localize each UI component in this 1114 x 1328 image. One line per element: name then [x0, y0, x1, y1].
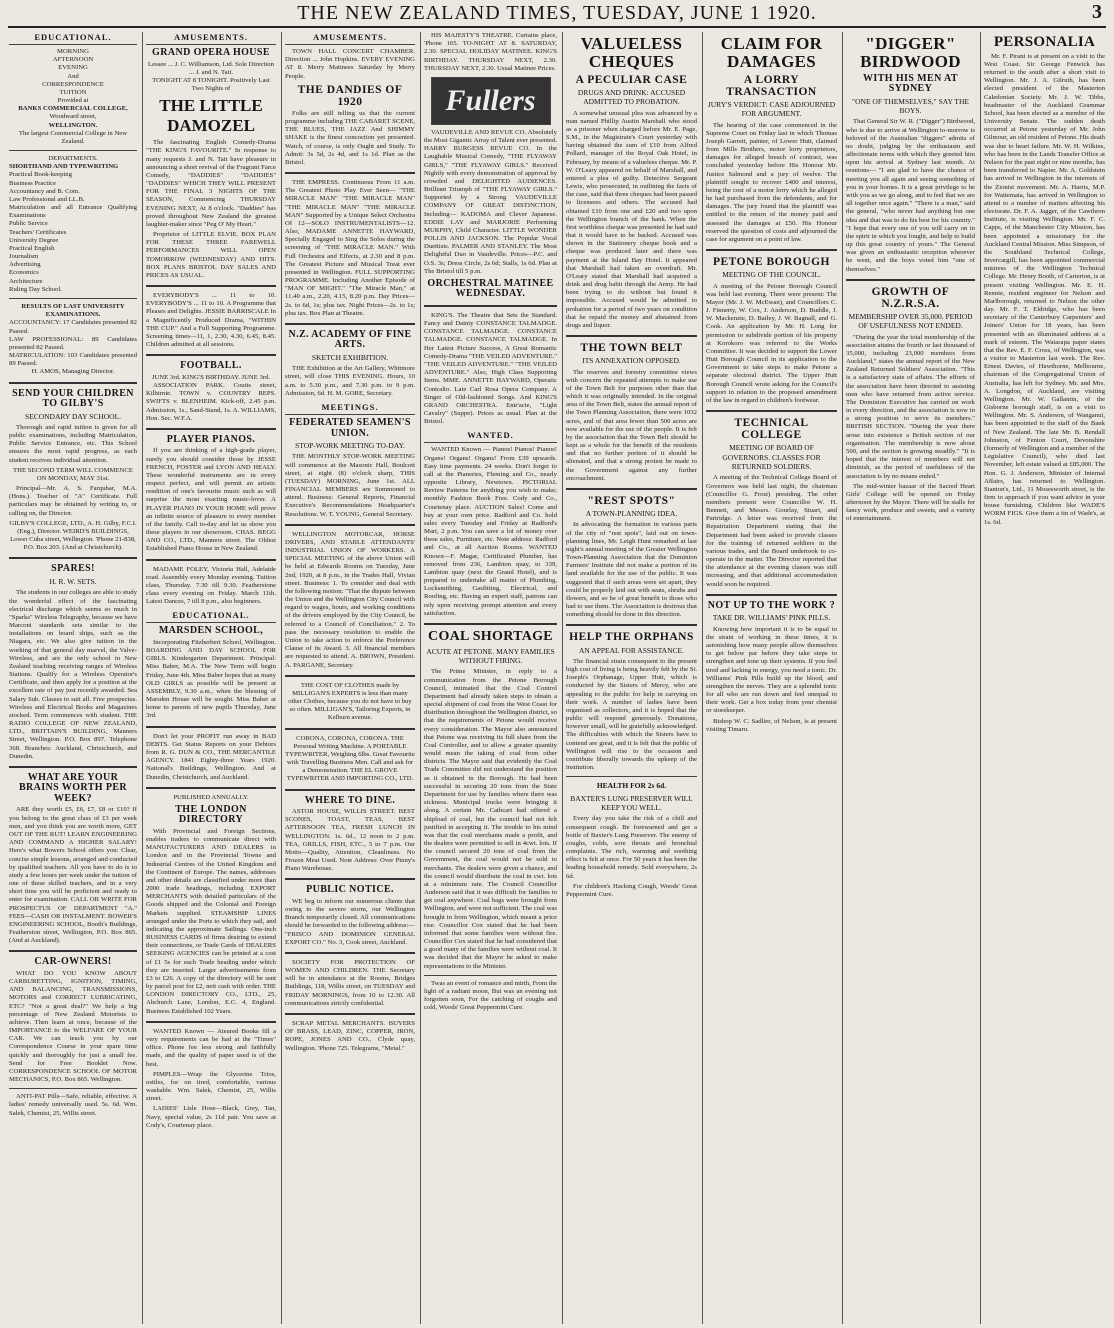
banks-line: And [67, 72, 79, 80]
dun-ad: Don't let your PROFIT run away in BAD DEBTS. Get Status Reports on your Debtors from R. G. DUN & CO., THE MERCANTILE AGENCY. 1841 Eighty-three Years 1920. National's Buildings, Wellington. And at Dunedin, Christchurch, and Auckland. [146, 732, 276, 781]
rest-spots-body: In advocating the formation in various parts of the city of "rest spots", laid out on town-planning lines, Mr. Leigh Hunt remarked at last night's annual meeting of the Greater Wellington Town-Planning Association that the Dominion Farmers' Institute did not make a portion of its land available for the use of the public. It was suggested that if such areas were set apart, they could be properly laid out with seats, shrubs and flowers, and so be of great benefit to those who had to use them. The Association is desirous that something should be done in this direction. [566, 521, 697, 619]
academy-headline: N.Z. ACADEMY OF FINE ARTS. [288, 328, 412, 351]
department-item: University Degree [9, 236, 59, 244]
peppermint-verse: Twas an event of romance and mirth, From the light of a radiant moon, But was an evening not forgotten soon, For the catching of coughs and cold, Woods' Great Peppermint Cure. [424, 979, 557, 1012]
gilby-subhead: SECONDARY DAY SCHOOL. [24, 411, 122, 421]
opera-dates: TONIGHT AT 8 TONIGHT. Positively Last Two Nights of [152, 76, 270, 93]
column-amusements-1 [142, 32, 279, 1324]
nzrsa-body: "During the year the total membership of the association attains the fourth or last thousand of 35,000, including 23,000 members from Auckland," states the annual report of the New Zealand Returned Soldiers' Association. "This is a satisfactory state of affairs. The efforts of the association have been directed to assisting men who have returned from active service. The Dominion Executive has carried on work in every direction, and the association is now in a strong position to serve its members." BRITISH SECTION. "During the year there arose into existence a British section of our organisation. The membership is now about 500, and the section is growing steadily." "It is hoped that the interest of members will not diminish, as the period of usefulness of the association is by no means ended." [846, 333, 975, 480]
coal-shortage-body: The Prime Minister, in reply to a communication from the Petone Borough Council, intimated that the Coal Control Department had already taken steps to obtain a special shipment of coal from the West Coast for distribution throughout the Wellington district, so that the requirements of Petone would receive every consideration. The Mayor also announced that Petone was receiving its full share from the Coal Controller, and to allow a greater quantity would mean the taking of coal from other districts. The Mayor said that evidently the Coal Trade Committee did not understand the position as it obtained in the Borough. He had been successful in securing 20 tons from the State Department for use by families where there was sickness. Municipal trucks were bringing it along. A certain Mr. Cathcart had offered a shipload of coal, but the council had not felt justified in accepting it. The trouble to his mind was that the coal merchants made a profit, and the dealers were permitted to sell in 4cwt. lots. If the council secured 20 tons of coal from the Government, the coal would not be sold to merchants. The dealers were given a chance, and the council would distribute the coal in cwt. lots at a minimum rate. The Council Councillor Anderson said that it was difficult for families to get coal anywhere. Coal bags were brought from Wellington, and were not sufficient. The coal was brought in from Wellington, which meant a price rise. Councillor Cox stated that he had been informed that some families were without fire. Councillor Cox stated that he had considered that a good many of the families were without coal. It was decided that the Mayor be asked to make representations to the Minister. [424, 668, 557, 970]
petone-borough-dek: MEETING OF THE COUNCIL. [722, 270, 821, 280]
orphans-headline: HELP THE ORPHANS [569, 631, 694, 644]
department-item: Teachers' Certificates [9, 228, 67, 236]
orphans-body: The financial strain consequent to the present high cost of living is being heavily felt by the St. Joseph's Orphanage, Upper Hutt, which is conducted by the Sisters of Mercy, who are appealing to the public for help in carrying on their work. A number of ladies have been organised as collectors, and it is hoped that the public will respond generously. Donations, however small, will be gratefully acknowledged. The difficulties with which the Sisters have to contend are great, and it is felt that the public of Wellington will rise to the occasion and contribute liberally towards the upkeep of the institution. [566, 657, 697, 772]
opera-cast: Proprietor of LITTLE ELVIE. BOX PLAN FOR THESE THREE FAREWELL PERFORMANCES WILL OPEN TOMORROW (WEDNESDAY) AND HITS. BOX PLANS BRISTOL DAY SALES AND PRICES AS USUAL. [146, 231, 276, 279]
newspaper-title: THE NEW ZEALAND TIMES, TUESDAY, JUNE 1 1920. [297, 2, 817, 24]
column-news-3 [842, 32, 978, 1324]
department-item: Matriculation and all Entrance Qualifying Examinations [9, 204, 137, 220]
column-news-2 [702, 32, 840, 1324]
his-majestys-ad: HIS MAJESTY'S THEATRE. Curtains place, 'Phone 165. TO-NIGHT AT 8. SATURDAY, 2.30. SPECIAL HOLIDAY MATINEE. KING'S BIRTHDAY. THURSDAY NEXT, 2.30. THURSDAY NEXT, 2.30. Usual Matinee Prices. [424, 32, 557, 72]
column-personalia [980, 32, 1108, 1324]
corona-ad: CORONA, CORONA, CORONA. THE Personal Writing Machine. A PORTABLE TYPEWRITER, Weighing 6lbs. Great Favourite with Travelling Business Men. Call and ask for a Demonstration. THE EL GROVE TYPEWRITER AND IMPORTING CO., LTD. [285, 734, 415, 783]
department-item: Advertising [9, 261, 41, 269]
technical-college-dek: MEETING OF BOARD OF GOVERNORS. CLASSES FOR RETURNED SOLDIERS. [722, 443, 821, 472]
town-belt-headline: THE TOWN BELT [580, 342, 683, 355]
empress-ad: THE EMPRESS. Continuous From 11 a.m. The Greatest Photo Play Ever Seen— "THE MIRACLE MAN" "THE MIRACLE MAN" "THE MIRACLE MAN" "THE MIRACLE MAN" Supported by a Unique Select Orchestra Of 12—SOLO INSTRUMENTALISTS—12. Also, MADAME ANNETTE HAYWARD, Specially Engaged to Sing the Solos during the screening of "THE MIRACLE MAN." With Full Orchestra and Effects, at 2.30 and 8 p.m. The Greatest Picture and Musical Treat ever presented in Wellington. FULL SUPPORTING PROGRAMME. Including Another Episode of "MAN OF MIGHT." "The Miracle Man," at 11.40 a.m., 2.20, 4.15, 8.20 p.m. Day Prices—2s. to 6d, 1s; plus tax. Night Prices—2s. to 1s; plus tax. Box Plan at Theatre. [285, 179, 415, 317]
banks-line: The largest Commercial College in New Zealand. [18, 129, 128, 145]
damozel-title: THE LITTLE DAMOZEL [159, 96, 263, 136]
banks-college-ad [9, 48, 137, 146]
departments-heading: DEPARTMENTS. [48, 155, 98, 163]
pianos-headline: PLAYER PIANOS. [166, 433, 256, 445]
results-heading: RESULTS OF LAST UNIVERSITY EXAMINATIONS. [21, 302, 125, 319]
column-amusements-2 [281, 32, 418, 1324]
birdwood-body: That General Sir W. R. ("Digger") Birdwood, who is due to arrive at Wellington to-morrow is beloved of the Australian "diggers" admits of no doubt, judging by the enthusiasm and affectionate terms with which they greeted him upon his arrival at Sydney last month. At reunions— "I am glad to have the chance of meeting you all again and seeing something of you in your homes. It is a great privilege to be with you as we go along, and to feel that we are all together once again." "There is a man," said the general, "who never had anything but one idea and that was to do his best for his country." "I hope that every one of you will carry on in the spirit in which you fought, and help to build up this great country of yours." The General was given an enthusiastic reception wherever he went, and the boys voted him "one of themselves." [846, 118, 975, 273]
football-date: JUNE 3rd. KING'S BIRTHDAY. JUNE 3rd. [151, 373, 271, 381]
gilby-body: Thorough and rapid tuition is given for all public examinations, including Matriculation, Public Service Entrance, etc. This School ensures the most rapid progress, as each student receives individual attention. [9, 423, 137, 464]
technical-college-headline: TECHNICAL COLLEGE [734, 417, 809, 442]
not-up-to-work-headline: NOT UP TO THE WORK ? [707, 599, 836, 611]
department-item: Law Professional and LL.B. [9, 195, 85, 203]
london-directory-headline: THE LONDON DIRECTORY [175, 803, 247, 826]
london-directory-body: With Provincial and Foreign Sections, enables traders to communicate direct with MANUFACTURERS AND DEALERS in London and in the Provincial Towns and Industrial Centres of the United Kingdom and the Continent of Europe. The names, addresses and other details are classified under more than 2000 trade headings, including EXPORT MERCHANTS with detailed particulars of the Goods shipped and the Colonial and Foreign Markets supplied. STEAMSHIP LINES arranged under the Ports to which they sail, and indicating the approximate Sailings. One-inch BUSINESS CARDS of firms desiring to extend their connections, or Trade Cards of DEALERS SEEKING AGENCIES can be printed at a cost of £1 5s for each Trade heading under which they are inserted. Larger advertisements from £3 to £26. A copy of the directory will be sent by parcel post for £2, nett cash with order. THE LONDON DIRECTORY CO., LTD., 25, Abchurch Lane, London, E.C. 4, England. Business Established 102 Years. [146, 827, 276, 1015]
technical-college-body: A meeting of the Technical College Board of Governors was held last night, the chairman (Councillor G. Frost) presiding. The other members present were Councillor W. H. Bennett, and Messrs. Gourlay, Stuart, and Partridge. A letter was received from the Repatriation Department stating that the Department had been asked to provide classes for the training of returned soldiers in the various trades, and the Board undertook to co-operate in the matter. The Director reported that the attendance at the evening classes was still increasing, and that additional accommodation would soon be required. [706, 474, 837, 588]
damozel-body: The fascinating English Comedy-Drama "THE KING'S FAVOURITE." In response to many requests J. and N. Tait have pleasure in announcing a short revival of the Fragrant Farce Comedy, "DADDIES" "DADDIES" "DADDIES" WHICH THEY WILL PRESENT FOR THE FINAL 3 NIGHTS OF THE SEASON, Commencing THURSDAY EVENING NEXT, At 8 o'clock. "Daddies" has proved throughout New Zealand the greatest laughter-maker since "Peg O' My Heart." [146, 139, 276, 228]
nzrsa-dek: MEMBERSHIP OVER 35,000. PERIOD OF USEFULNESS NOT ENDED. [848, 311, 973, 331]
gilby-principal: Principal—Mr. A. S. Farquhar, M.A. (Hons.). Teacher of "A" Certificate. Full particulars may be obtained by writing to, or calling on, the Director. [9, 485, 137, 517]
brains-body: ARE they worth £5, £6, £7, £8 or £10? If you belong to the great class of £3 per week men, and you think you are worth more, GET OUT OF THE RUT! LEARN ENGINEERING AND COMMAND A HIGHER SALARY! Here's what Bowers School offers you: Clear, concise simple lessons, arranged and conducted by qualified teachers. All you have to do is to study a few hours per week under the tuition of one of these skilled teachers, and in a very short time you will be proficient and ready to enter for examination. CALL OR WRITE FOR PROSPECTUS OF DEPARTMENT "A." FEES—CASH OR INSTALMENT. BOWER'S ENGINEERING SCHOOL, Booth's Buildings, Featherston street, Wellington, P.O. Box 865. (And at Auckland). [9, 806, 137, 945]
marsden-headline: MARSDEN SCHOOL, [158, 625, 264, 637]
department-item: Ruling Day School. [9, 285, 62, 293]
valueless-cheques-dek: DRUGS AND DRINK: ACCUSED ADMITTED TO PROBATION. [577, 87, 686, 107]
result-line: ACCOUNTANCY: 17 Candidates presented 82 Passed. [9, 319, 137, 335]
dandies-body: Folks are still telling us that the current programme including THE CABARET SCENE, THE BLUES, THE JAZZ And SHIMMY SHAKE is the finest concoction yet presented. Watch, of course, is only Ought and Study. To Admit: 3s 5d, 2s 4d, and 1s 1d. Plan as the Bristol. [285, 109, 415, 166]
health-body: Every day you take the risk of a chill and consequent cough. Be forewarned and get a bottle of Baxter's Lung Preserver. The enemy of coughs, colds, sore throats and bronchial complaints. The rich, warming and soothing effect is felt at once. For 50 years it has been the leading household remedy. Sold everywhere, 2s 6d. [566, 815, 697, 880]
where-to-dine-headline: WHERE TO DINE. [304, 794, 396, 806]
coal-shortage-dek: ACUTE AT PETONE. MANY FAMILIES WITHOUT FIRING. [426, 646, 555, 666]
published-annually: PUBLISHED ANNUALLY. [173, 793, 249, 801]
banks-line: Provided at [57, 97, 89, 105]
health-headline: HEALTH FOR 2s 6d. [596, 781, 667, 791]
antipat-ad: ANTI-PAT Pills—Safe, reliable, effective. A ladies' remedy universally used. 5s. 6d. Wm. Salek, Chemist, 25, Willis street. [9, 1093, 137, 1117]
banks-line: WELLINGTON. [48, 121, 98, 129]
ladies-hose-ad: LADIES' Lisle Hose—Black, Grey, Tan, Navy, special value, 2s 11d pair. You save at Cody's, Courtenay place. [146, 1105, 276, 1129]
rest-spots-dek: A TOWN-PLANNING IDEA. [585, 509, 678, 519]
claim-damages-subhead: A LORRY TRANSACTION [726, 73, 817, 98]
carowners-body: WHAT DO YOU KNOW ABOUT CARBURETTING, IGNITION, TIMING, AND BALANCING, TRANSMISSIONS, MOTORS and CORRECT LUBRICATING, ETC? "Not a great deal?" We help a big percentage of New Zealand Motorists to achieve. Then learn at once, because of the IMPORTANCE to the WELFARE OF YOUR CAR. We can teach you by our Correspondence Course in your spare time quickly and thoroughly for just a small fee. Send for Free Booklet Now. CORRESPONDENCE SCHOOL OF MOTOR MECHANICS, P.O. Box 865. Wellington. [9, 969, 137, 1084]
result-line: H. AMOS, Managing Director. [31, 368, 115, 376]
page-number: 3 [1092, 1, 1102, 23]
fullers-body: VAUDEVILLE AND REVUE CO. Absolutely the Most Gigantic Array of Talent ever presented. HARRY BURGESS REVUE CO. In the Laughable Musical Comedy, "THE FLYAWAY GIRLS," "THE FLYAWAY GIRLS." Received Nightly with every demonstration of approval by crowded and DELIGHTED AUDIENCES. Brilliant Triumph of "THE FLYAWAY GIRLS." Supported by a Strong VAUDEVILLE COMPANY OF GREAT DISTINCTION, Including— KADOMA and Clever Japanese. EDDIE LAY and MARJORIE Performing MURPHY, Child Character. LITTLE WONDER POLLIS AND JACKSON. The Popular Vocal Duettists. PALMER AND STANLEY. The Most Delightful Duo in Vaudeville. Prices—P.C. and O.S. 3s; Dress Circle, 2s 6d; Stalls, 1s 6d. Plan at The Bristol till 5 p.m. [424, 128, 557, 275]
section-header-amusements: AMUSEMENTS. [146, 32, 276, 45]
birdwood-dek: "ONE OF THEMSELVES," SAY THE BOYS. [852, 96, 969, 116]
masthead [8, 2, 1106, 28]
football-body: ASSOCIATION PARK. Coutts street, Kilbirnie. TOWN v. COUNTRY REPS. SWIFTS v. BLENHEIM. Kick-off, 2.45 p.m. Admission, 1s., Sand-Stand, 1s. A. WILLIAMS, Hon. Sec. W.F.A. [146, 381, 276, 422]
spares-body: The students in our colleges are able to study the wonderful effect of the fascinating electrical discharge which seems so much in "Sparks" Wireless Telegraphy, because we have Marconi standards sets similar to the installations on board ships, such as the Niagara, etc. We also give tuition in the working of that general day marvel, the Valve-Wireless, and are the only school in New Zealand teaching receiving ranges of Wireless Stations. Qualify for a Wireless Operator's Certificate, and then apply for a position at the excellent rate of pay just recently awarded. Sea Salary Sub. Classes to suit all. Free prospectus. Wireless and Electrical Books and Magazines stocked. Term commences with student. THE RADIO COLLEGE OF NEW ZEALAND, LTD., BRITTAIN'S BUILDING, Manners Street, Wellington. P.O. Box 897. Telephone 368. Branches: Auckland, Christchurch, and Dunedin. [9, 589, 137, 760]
valueless-cheques-subhead: A PECULIAR CASE [575, 73, 688, 86]
claim-damages-dek: JURY'S VERDICT: CASE ADJOURNED FOR ARGUMENT. [707, 99, 836, 119]
milligans-ad: THE COST OF CLOTHES made by MILLIGAN'S EXPERTS is less than many other Clothes, because you do not have to buy so often. MILLIGAN'S, Tailoring Experts, in Kelburn avenue. [288, 681, 412, 722]
society-notice: SOCIETY FOR PROTECTION OF WOMEN AND CHILDREN. THE Secretary will be in attendance at the Rooms, Bridges Buildings, 118, Willis street, on TUESDAY and FRIDAY MORNINGS, from 10 to 12.30. All communications strictly confidential. [285, 958, 415, 1007]
bishop-note: Bishop W. C. Sadlier, of Nelson, is at present visiting Timaru. [706, 717, 837, 733]
section-header-meetings: MEETINGS. [285, 402, 415, 415]
town-hall-ad: TOWN HALL CONCERT CHAMBER. Direction ... John Hopkins. EVERY EVENING AT 8. Merry Matinees Saturday by Merry People. [285, 48, 415, 80]
result-line: MATRICULATION: 103 Candidates presented 89 Passed. [9, 352, 137, 368]
opera-house-headline: GRAND OPERA HOUSE [152, 47, 270, 58]
valueless-cheques-body: A somewhat unusual plea was advanced by a man named Phillip Austin Marshall who stood as a prisoner when charged before Mr. E. Page, S.M., in the Magistrate's Court yesterday with having obtained the sum of £10 from Alfred Pollard, manager of the Royal Oak Hotel, in February, by means of a valueless cheque. Mr. P. W. O'Leary appeared on behalf of Marshall, and entered a plea of guilty. Detective Sergeant Lewis, who prosecuted, in outlining the facts of the case, said that three cheques had been passed to licensees and others. The accused had obtained £10 from one and £20 and two upon the Wellington branch of the bank. When the first worthless cheque was presented he had said that it would have to be backed. Accused was shown in the Stationery cheque book and a cheque was produced later and there was payment at the Island Bay Hotel. It appeared that Marshall had taken an overdraft. Mr. O'Leary stated that Marshall had acquired a drink and drug habit through the Army. He had been trying to do without but found it impossible. Accused would be admitted to probation for a period of two years on condition that he repaid the money and abstained from drugs and liquor. [566, 109, 697, 329]
where-to-dine-body: ASTOR HOUSE, WILLIS STREET. BEST SCONES, TOAST, TEAS, BEST AFTERNOON TEA, FRESH LUNCH IN WELLINGTON. 1s. 6d., 12 noon to 2 p.m. TEA, GRILLS, FISH, ETC., 5 to 7 p.m. Our Motto—Quality, Attention, Cleanliness. No Frozen Meat Used. Note Address: Over Pinny's Piano Warehouse. [285, 808, 415, 873]
public-notice-headline: PUBLIC NOTICE. [306, 884, 394, 896]
academy-body: THE Exhibition at the Art Gallery, Whitmore street, will close THIS EVENING. Hours, 10 a.m. to 5.30 p.m., and 7.30 p.m. to 9 p.m. Admission, 6d. H. M. GORE, Secretary. [285, 365, 415, 397]
banks-line: BANKS COMMERCIAL COLLEGE, [18, 105, 128, 113]
banks-line: AFTERNOON [52, 56, 94, 64]
pimples-ad: PIMPLES—Wrap the Glycerine Trios, ostiles, for on tired, comfortable, various washable. Wm. Salek, Chemist, 25, Willis street. [146, 1070, 276, 1103]
rest-spots-headline: "REST SPOTS" [587, 494, 676, 507]
section-header-educational: EDUCATIONAL. [9, 32, 137, 45]
motorcar-union-ad: WELLINGTON MOTORCAR, HORSE DRIVERS, AND STABLE ATTENDANTS' INDUSTRIAL UNION OF WORKERS. A SPECIAL MEETING of the above Union will be held at Edwards Rooms on Tuesday, June 2nd, 1920, at 8 p.m., in the Trades Hall, Vivian street. Business: 1. To consider and deal with the following motion: "That the dispute between the Union and the Wellington City Council with regard to wages, hours, and working conditions of the drivers employed by the City Council, be referred to a Council of Conciliation." 2. To pass the necessary resolution to enable the Union to take action to enforce the Preference Clause of its Award. 3. All financial members are requested to attend. A. BROWN, President. A. PARGANE, Secretary. [285, 530, 415, 669]
column-educational [6, 32, 140, 1324]
gilby-headline: SEND YOUR CHILDREN TO GILBY'S [12, 387, 134, 410]
departments-list [9, 155, 137, 294]
gilby-term: THE SECOND TERM WILL COMMENCE ON MONDAY, MAY 31st. [13, 466, 133, 482]
claim-damages-body: The hearing of the case commenced in the Supreme Court on Friday last in which Thomas Joseph Garrett, painter, of Lower Hutt, claimed from Mills Brothers, motor lorry proprietors, damages for alleged breach of contract, was concluded yesterday before His Honour Mr. Justice Salmond and a jury of twelve. The plaintiff sought to recover £400 and interest, being the cost of a motor lorry which he alleged he had purchased from the defendants, and for damages. The jury found that the plaintiff was entitled to the return of the money paid and assessed the damages at £50. His Honour reserved the question of costs and adjourned the case for argument on a point of law. [706, 121, 837, 243]
dandies-headline: THE DANDIES OF 1920 [297, 83, 403, 108]
exam-results [9, 303, 137, 377]
department-item: Practical Book-keeping [9, 171, 72, 179]
not-up-to-work-subhead: TAKE DR. WILLIAMS' PINK PILLS. [712, 613, 831, 623]
seamens-subhead: STOP-WORK MEETING TO-DAY. [295, 441, 405, 450]
scrap-metal-ad: SCRAP METAL MERCHANTS. BUYERS OF BRASS, LEAD, ZINC, COPPER, IRON, ROPE, JONES AND CO., Clyde quay, Wellington. 'Phone 725. Telegrams, "Metal." [285, 1020, 415, 1052]
department-item: Accountancy and B. Com. [9, 187, 80, 195]
seamens-headline: FEDERATED SEAMEN'S UNION. [289, 417, 411, 439]
birdwood-subhead: WITH HIS MEN AT SYDNEY [863, 72, 958, 95]
result-line: LAW PROFESSIONAL: 89 Candidates presented 82 Passed. [9, 335, 137, 351]
petone-borough-body: A meeting of the Petone Borough Council was held last evening. There were present: The Mayor (Mr. J. W. McEwan), and Councillors C. J. Finnerty, W. Cox, J. Anderson, D. Buddle, J. W. Mackenzie, D. Bailey, J. W. Bagnall, and G. Cook. An application by Mr. H. Long for permission to subdivide portion of his property at Korokoro was referred to the Works Committee. It was decided to support the Lower Hutt Borough Council in its application to the Government to take steps to make Petone a separate electoral district. The Upper Hutt Borough Council wrote asking for the Council's support in relation to the proposed amendment of the law in regard to children's footwear. [706, 282, 837, 404]
spares-headline: SPARES! [51, 563, 95, 575]
banks-line: Woodward street, [49, 113, 97, 121]
section-header-wanted: WANTED. [424, 430, 557, 443]
department-item: SHORTHAND AND TYPEWRITING [9, 163, 119, 171]
department-item: Journalism [9, 253, 39, 261]
banks-line: CORRESPONDENCE [42, 80, 104, 88]
brains-headline: WHAT ARE YOUR BRAINS WORTH PER WEEK? [18, 771, 128, 804]
kings-theatre-ad: KING'S. The Theatre that Sets the Standard. Fancy and Dainty CONSTANCE TALMADGE. CONSTANCE TALMADGE. CONSTANCE TALMADGE. CONSTANCE TALMADGE. In Her Latest Picture Success, A Great Romantic Comedy-Drama "THE VEILED ADVENTURE." "THE VEILED ADVENTURE." "THE VEILED ADVENTURE." Also, High Class Supporting Items. MME. ANNETTE HAYWARD, Operatic Contralto. Late Carl Rosa Opera Company. A Singer of Old-fashioned Songs. And KING'S GRAND ORCHESTRA. Entr'acte, "Light Cavalry" (Suppe). Prices as usual. Plan at the Bristol. [424, 311, 557, 426]
hacking-cough-ad: For children's Hacking Cough, Woods' Great Peppermint Cure. [566, 882, 697, 898]
column-news-1 [562, 32, 700, 1324]
seamens-body: THE MONTHLY STOP-WORK MEETING will commence at the Masonic Hall, Boulcott street, at eight (8) o'clock sharp, THIS (TUESDAY) MORNING, June 1st. ALL FINANCIAL MEMBERS are Summoned to attend. Business: General Reports, Financial Executive's Recommendations Headquarter's Resolutions. W. T. YOUNG, General Secretary. [285, 453, 415, 518]
health-subhead: BAXTER'S LUNG PRESERVER WILL KEEP YOU WELL. [570, 793, 693, 813]
fullers-logo: Fullers [431, 77, 551, 125]
not-up-to-work-body: Knowing how important it is to be equal to the strain of working in these times, it is astonishing how many people allow themselves to get below par before they take steps to strengthen and tone up their systems. If you feel tired and lacking in energy, you need a tonic. Dr. Williams' Pink Pills build up the blood, and strengthen the nerves. They are a splendid tonic for all who are run down and feel unequal to their work. Get a box today from your chemist or storekeeper. [706, 625, 837, 715]
banks-line: MORNING [57, 48, 89, 55]
claim-damages-headline: CLAIM FOR DAMAGES [720, 34, 823, 71]
column-theatres [420, 32, 560, 1324]
coal-shortage-headline: COAL SHORTAGE [428, 628, 553, 644]
town-belt-dek: ITS ANNEXATION OPPOSED. [582, 356, 681, 366]
personalia-headline: PERSONALIA [993, 34, 1096, 50]
wanted-books-ad: WANTED Known — Ateared Books fill a very requirements can be had at the "Times" office. Phone fee less strong and faithfully made, and the quality of paper used is of the best. [146, 1027, 276, 1068]
department-item: Practical English [9, 244, 55, 252]
banks-line: TUITION [59, 88, 87, 96]
nzrsa-headline: GROWTH OF N.Z.R.S.A. [871, 285, 950, 310]
valueless-cheques-headline: VALUELESS CHEQUES [580, 34, 683, 71]
banks-line: EVENING [58, 64, 88, 72]
wanted-ads: WANTED Known — Pianos! Pianos! Pianos! Organs! Organs! Organs! From £39 upwards. Easy time payments. 24 weeks. Don't forget to call at the Pianeries, Fleming and Co., nearly opposite Library, Newtown. PICTORIAL Review Patterns for anything you wish to make; monthly Fashion Book Free. Cody and Co., Courtenay place. AUCTION Sales! Come and buy at your own price. Radford and Co. hold sales every Tuesday and Friday at Radford's Mart, 2 p.m. You can save a lot of money over these sales, Furniture, etc. Note address: Radford and Co., at all Auction Rooms. WANTED Known—F. Magar, Certificated Plumber, has removed from 236, Lambton quay, to 339, Lambton quay (next the Grand Hotel), and is prepared to undertake all matter of Plumbing, Locksmithing, Gasfitting, Electrical, and Roofing, etc. Having an expert staff, patrons can rely upon receiving prompt attention and every satisfaction. [424, 446, 557, 617]
personalia-body: Mr. F. Pirani is at present on a visit to the West Coast. Sir George Fenwick has returned to the south after a short visit to Wellington. Mr. J. A. Gilruth, has been elected president of the Masterton Caledonian Society. Mr. J. W. Tibbs, headmaster of the Auckland Grammar School, has been elected as a member of the University Senate. The sudden death occurred at Petone yesterday of Mr. John Gilmour, an old resident of Petone. His death was due to heart failure. Mr. W. H. Wilkins, who has been in the Lands Transfer Office at Nelson for the past eight or nine months, has been transferred to Napier. Mr. A. Goldstein has arrived in Wellington in the interests of the Zionist movement. Mr. A. Harris, M.P. for Waitemata, has arrived in Wellington to attend to a number of matters affecting his electorate. Dr. F. A. Jagger, of the Cawthron Institute, is visiting Wellington. Mr. F. C. Capps, of the Manchester City Mission, has been appointed a missionary for the Auckland Central Mission. Miss Simpson, of the Southland Technical College, Invercargill, has been appointed commercial mistress of the Wellington Technical College. Mr. Henry Booth, of Carterton, is at present visiting Wellington. Mr. E. H. Rennie, resident engineer for Nelson and Marlborough, returned to Nelson the other day. Mr. F. T. Eldridge, who has been secretary of the Canterbury Carpenters' and Joiners' Union for 18 years, has been presented with an illuminated address at a mark of esteem. The Waiarapa paper states that the Rev. E. F. Cross, of Wellington, was a visitor to Masterton last week. The Rev. Ernest Davies, of Hawthorne, Melbourne, chairman of the Congregational Union of Australia, has left for Sydney. Mr. and Mrs. A. Longdon, of Auckland, are visiting Wellington. Mr. W. Gallantin, of the Gisborne borough staff, is on a visit to Wellington. Mr. S. Anderson, of Wanganui, has been appointed to the staff of the Bank of New Zealand. The late Mr. B. Rendall Johnston, of Fenton Court, Devonshire (formerly of Wellington and a member of the Legislative Council), who died last November, left estate valued at £85,000. The Hon. G. J. Anderson, Minister of Internal Affairs, has returned to Wellington. Stanton's, Ltd., 11 Mosesworth street, is the firm to approach if you want advice in your house furnishing. Children like WADE'S WORM FIGS. Give them a tin of Wade's, at 1s. 6d. [984, 52, 1106, 526]
town-belt-body: The reserves and forestry committee views with concern the repeated attempts to make use of the Town Belt for purposes other than that which it was originally intended. In the original area of the Town Belt, states the annual report of the Town Planning Association, there were 1032 acres, and of that area fewer than 500 acres are now available for the use of the people. It is felt by the association that the Town Belt should be kept as a whole for the benefit of the residents and that no further portion of it should be alienated, and that a strong protest be made to the Government against any further encroachment. [566, 368, 697, 482]
department-item: Economics [9, 269, 39, 277]
birdwood-headline: "DIGGER" BIRDWOOD [860, 34, 961, 71]
department-item: Business Practice [9, 179, 56, 187]
everybodys-ad: EVERYBODY'S ... 11 to 10. EVERYBODY'S ... 11 to 10. A Programme that Pleases and Delights. JESSIE BARRISCALE In a Magnificently Produced Drama, "WITHIN THE CUP." And a Full Supporting Programme. Screening times—11, 1, 2.30, 4.30, 6.45, 8.45. Children admitted at all sessions. [146, 292, 276, 349]
section-header-educational-2: EDUCATIONAL. [146, 610, 276, 623]
bazaar-note: The mid-winter bazaar of the Sacred Heart Girls' College will be opened on Friday afternoon by the Mayor. There will be stalls for fancy work, produce and sweets, and a variety of entertainment. [846, 482, 975, 523]
marsden-body: Incorporating Fitzherbert School, Wellington. BOARDING AND DAY SCHOOL FOR GIRLS. Kindergarten Department. Principal: Miss Baber, M.A. The New Term will begin Friday, June 4th. Miss Baber hopes that as many OLD GIRLS as possible will be present at ASSEMBLY, 9.30 a.m., when the blessing of Marsden House will be sought. Miss Baber at home to parents of new pupils Thursday, June 3rd. [146, 638, 276, 720]
foley-ad: MADAME FOLEY, Victoria Hall, Adelaide road. Assembly every Monday evening. Tuition class, Thursday. 7.30 till 9.30. Featherstone class every evening on Friday. March 11th. Latest Dances, 7 till 8 p.m., also beginners. [146, 565, 276, 606]
orphans-dek: AN APPEAL FOR ASSISTANCE. [579, 645, 684, 655]
academy-subhead: SKETCH EXHIBITION. [311, 352, 389, 362]
petone-borough-headline: PETONE BOROUGH [712, 256, 830, 269]
section-header-amusements-2: AMUSEMENTS. [285, 32, 415, 45]
football-headline: FOOTBALL. [180, 360, 242, 372]
spares-subhead: H. R. W. SETS. [49, 576, 97, 586]
public-notice-body: WE beg to inform our numerous clients that owing to the severe storm, our Wellington Branch temporarily closed. All communications should be forwarded to the following address:— "FRISCO AND DOMINION GENERAL EXPORT CO." No. 3, Cook street, Auckland. [285, 897, 415, 946]
gilby-address: GILBY'S COLLEGE, LTD., A. H. Gilby, F.C.I. (Eng.), Director. WEIRD'S BUILDINGS, Lower Cuba street, Wellington. 'Phone 21-838, P.O. Box 203. (And at Christchurch). [9, 519, 137, 552]
carowners-headline: CAR-OWNERS! [34, 956, 112, 968]
pianos-body: If you are thinking of a high-grade player, surely you should consider those by JESSE FRENCH, FOSTER and LYON AND HEALY. These wonderful instruments are in every respect perfect, and will permit an artistic rendition of one's favourite music such as will surprise the most exacting music-lover. A PLAYER PIANO IN YOUR HOME will prove an infinite source of pleasure to every member of the family. Call to-day and let us show you these players in our showroom. CHAS. BEGG AND CO., LTD., Manners street. The Oldest Established Piano House in New Zealand. [146, 447, 276, 553]
opera-lessee: Lessee ... J. C. Williamson, Ltd. Sole Direction ... J. and N. Tait. [148, 60, 274, 76]
department-item: Architecture [9, 277, 43, 285]
department-item: Public Service [9, 220, 48, 228]
orchestral-matinee: ORCHESTRAL MATINEE WEDNESDAY. [427, 277, 554, 300]
